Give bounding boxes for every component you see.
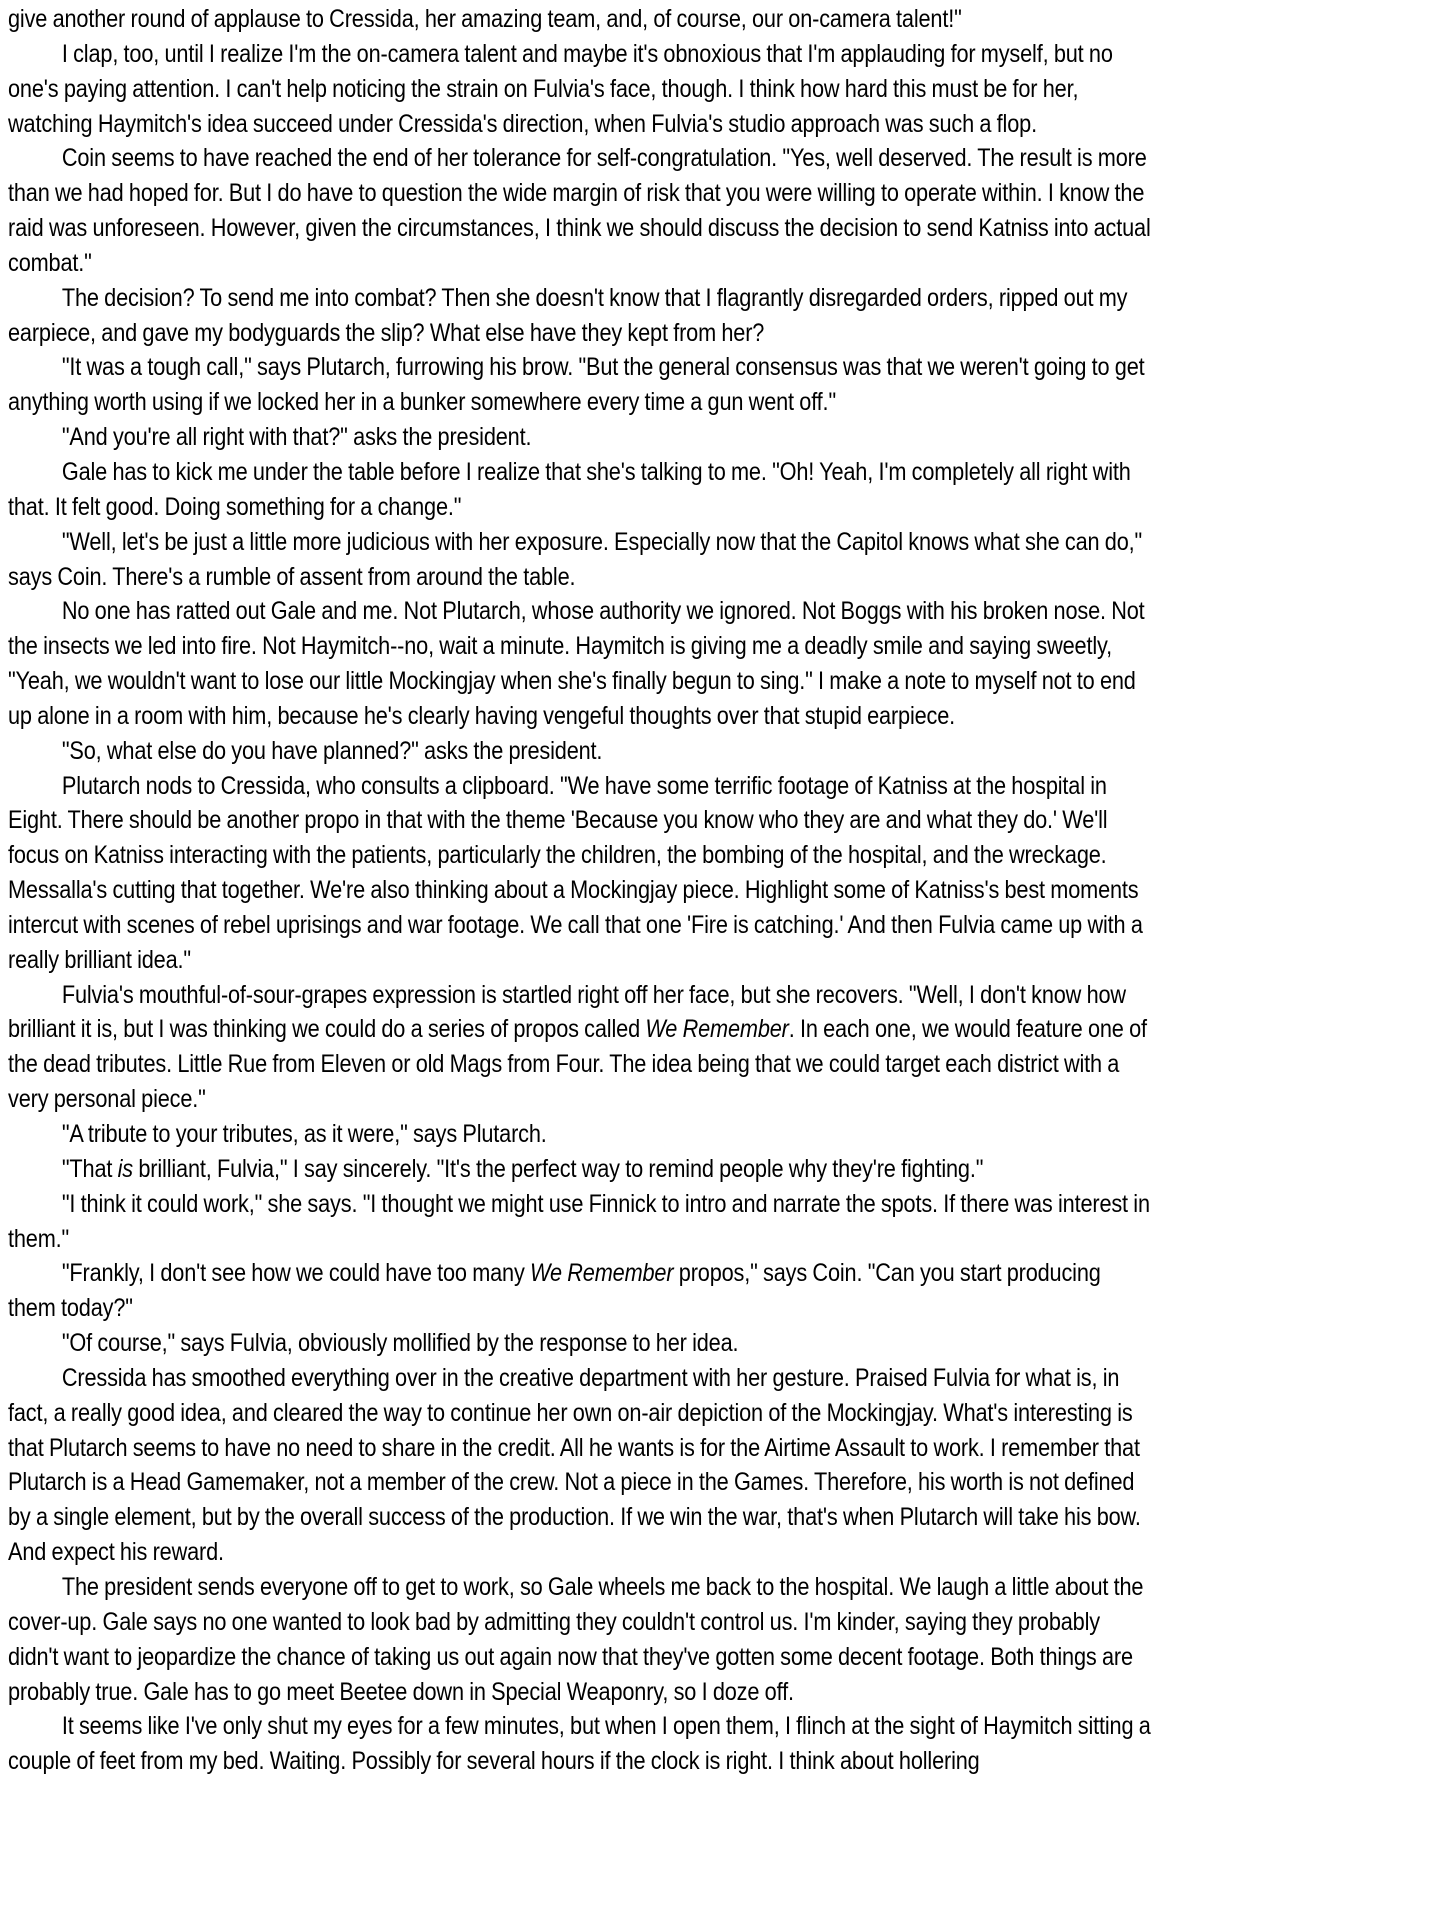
text-run: It seems like I've only shut my eyes for a few minutes, but when I open them, I flinch at the sight of Haymitch sitting a couple of feet from my bed. Waiting. Possibly for several hours if the clock is right. I think about hollering [8,1712,1151,1776]
text-run: Cressida has smoothed everything over in the creative department with her gesture. Praised Fulvia for what is, in fact, a really good idea, and cleared the way to continue her own on-air depiction of the Mockingjay. What's interesting is that Plutarch seems to have no need to share in the credit. All he wants is for the Airtime Assault to work. I remember that Plutarch is a Head Gamemaker, not a member of the crew. Not a piece in the Games. Therefore, his worth is not defined by a single element, but by the overall success of the production. If we win the war, that's when Plutarch will take his bow. And expect his reward. [8,1363,1141,1567]
text-run: Plutarch nods to Cressida, who consults a clipboard. "We have some terrific footage of Katniss at the hospital in Eight. There should be another propo in that with the theme 'Because you know who they are and what they do.' We'll focus on Katniss interacting with the patients, particularly the children, the bombing of the hospital, and the wreckage. Messalla's cutting that together. We're also thinking about a Mockingjay piece. Highlight some of Katniss's best moments intercut with scenes of rebel uprisings and war footage. We call that one 'Fire is catching.' And then Fulvia came up with a really brilliant idea." [8,771,1143,974]
paragraph [8,1361,1153,1570]
paragraph [8,1326,1153,1361]
paragraph [8,281,1153,351]
paragraph [8,1187,1153,1257]
paragraph [8,525,1153,595]
text-run: The decision? To send me into combat? Then she doesn't know that I flagrantly disregarded orders, ripped out my earpiece, and gave my bodyguards the slip? What else have they kept from her? [8,283,1128,347]
text-run: "So, what else do you have planned?" asks the president. [61,736,603,765]
text-run: give another round of applause to Cressida, her amazing team, and, of course, our on-camera talent!" [8,5,962,33]
paragraph [8,769,1153,978]
text-run: "And you're all right with that?" asks the president. [61,423,532,452]
text-run: "Of course," says Fulvia, obviously mollified by the response to her idea. [61,1329,739,1358]
paragraph [8,1152,1153,1187]
italic-text-run: We Remember [530,1259,674,1288]
text-run: Gale has to kick me under the table before I realize that she's talking to me. "Oh! Yeah, I'm completely all right with that. It felt good. Doing something for a change." [8,457,1131,521]
text-run: "Well, let's be just a little more judicious with her exposure. Especially now that the Capitol knows what she can do," says Coin. There's a rumble of assent from around the table. [8,527,1143,591]
paragraph [8,1709,1153,1779]
text-run: I clap, too, until I realize I'm the on-camera talent and maybe it's obnoxious that I'm applauding for myself, but no one's paying attention. I can't help noticing the strain on Fulvia's face, though. I think how hard this must be for her, watching Haymitch's idea succeed under Cressida's direction, when Fulvia's studio approach was such a flop. [8,39,1113,138]
paragraph [8,2,1153,37]
text-run: brilliant, Fulvia," I say sincerely. "It's the perfect way to remind people why they're fighting." [132,1154,984,1183]
text-run: "I think it could work," she says. "I thought we might use Finnick to intro and narrate the spots. If there was interest in them." [8,1189,1150,1253]
paragraph [8,1117,1153,1152]
paragraph [8,1570,1153,1709]
italic-text-run: is [117,1154,133,1183]
text-run: "Frankly, I don't see how we could have too many [61,1259,531,1288]
text-run: propos," says Coin. "Can you start producing them today?" [8,1259,1101,1323]
text-run: Fulvia's mouthful-of-sour-grapes expression is startled right off her face, but she recovers. "Well, I don't know how brilliant it is, but I was thinking we could do a series of propos called [8,980,1126,1044]
text-run: "That [61,1154,118,1183]
paragraph [8,455,1153,525]
text-run: "A tribute to your tributes, as it were," says Plutarch. [61,1120,547,1148]
paragraph [8,420,1153,455]
text-run: . In each one, we would feature one of the dead tributes. Little Rue from Eleven or old Mags from Four. The idea being that we could target each district with a very personal piece." [8,1015,1147,1114]
text-run: The president sends everyone off to get to work, so Gale wheels me back to the hospital. We laugh a little about the cover-up. Gale says no one wanted to look bad by admitting they couldn't control us. I'm kinder, saying they probably didn't want to jeopardize the chance of taking us out again now that they've gotten some decent footage. Both things are probably true. Gale has to go meet Beetee down in Special Weaponry, so I doze off. [8,1572,1144,1706]
paragraph [8,141,1153,280]
paragraph [8,1256,1153,1326]
text-run: Coin seems to have reached the end of her tolerance for self-congratulation. "Yes, well deserved. The result is more than we had hoped for. But I do have to question the wide margin of risk that you were willing to operate within. I know the raid was unforeseen. However, given the circumstances, I think we should discuss the decision to send Katniss into actual combat." [8,144,1151,277]
paragraph [8,978,1153,1117]
paragraph [8,350,1153,420]
paragraph [8,37,1153,142]
paragraph [8,594,1153,733]
text-run: No one has ratted out Gale and me. Not Plutarch, whose authority we ignored. Not Boggs with his broken nose. Not the insects we led into fire. Not Haymitch--no, wait a minute. Haymitch is giving me a deadly smile and saying sweetly, "Yeah, we wouldn't want to lose our little Mockingjay when she's finally begun to sing." I make a note to myself not to end up alone in a room with him, because he's clearly having vengeful thoughts over that stupid earpiece. [8,597,1145,730]
text-column [8,2,1153,1779]
text-run: "It was a tough call," says Plutarch, furrowing his brow. "But the general consensus was that we weren't going to get anything worth using if we locked her in a bunker somewhere every time a gun went off." [8,353,1145,417]
paragraph [8,734,1153,769]
italic-text-run: We Remember [645,1015,789,1044]
